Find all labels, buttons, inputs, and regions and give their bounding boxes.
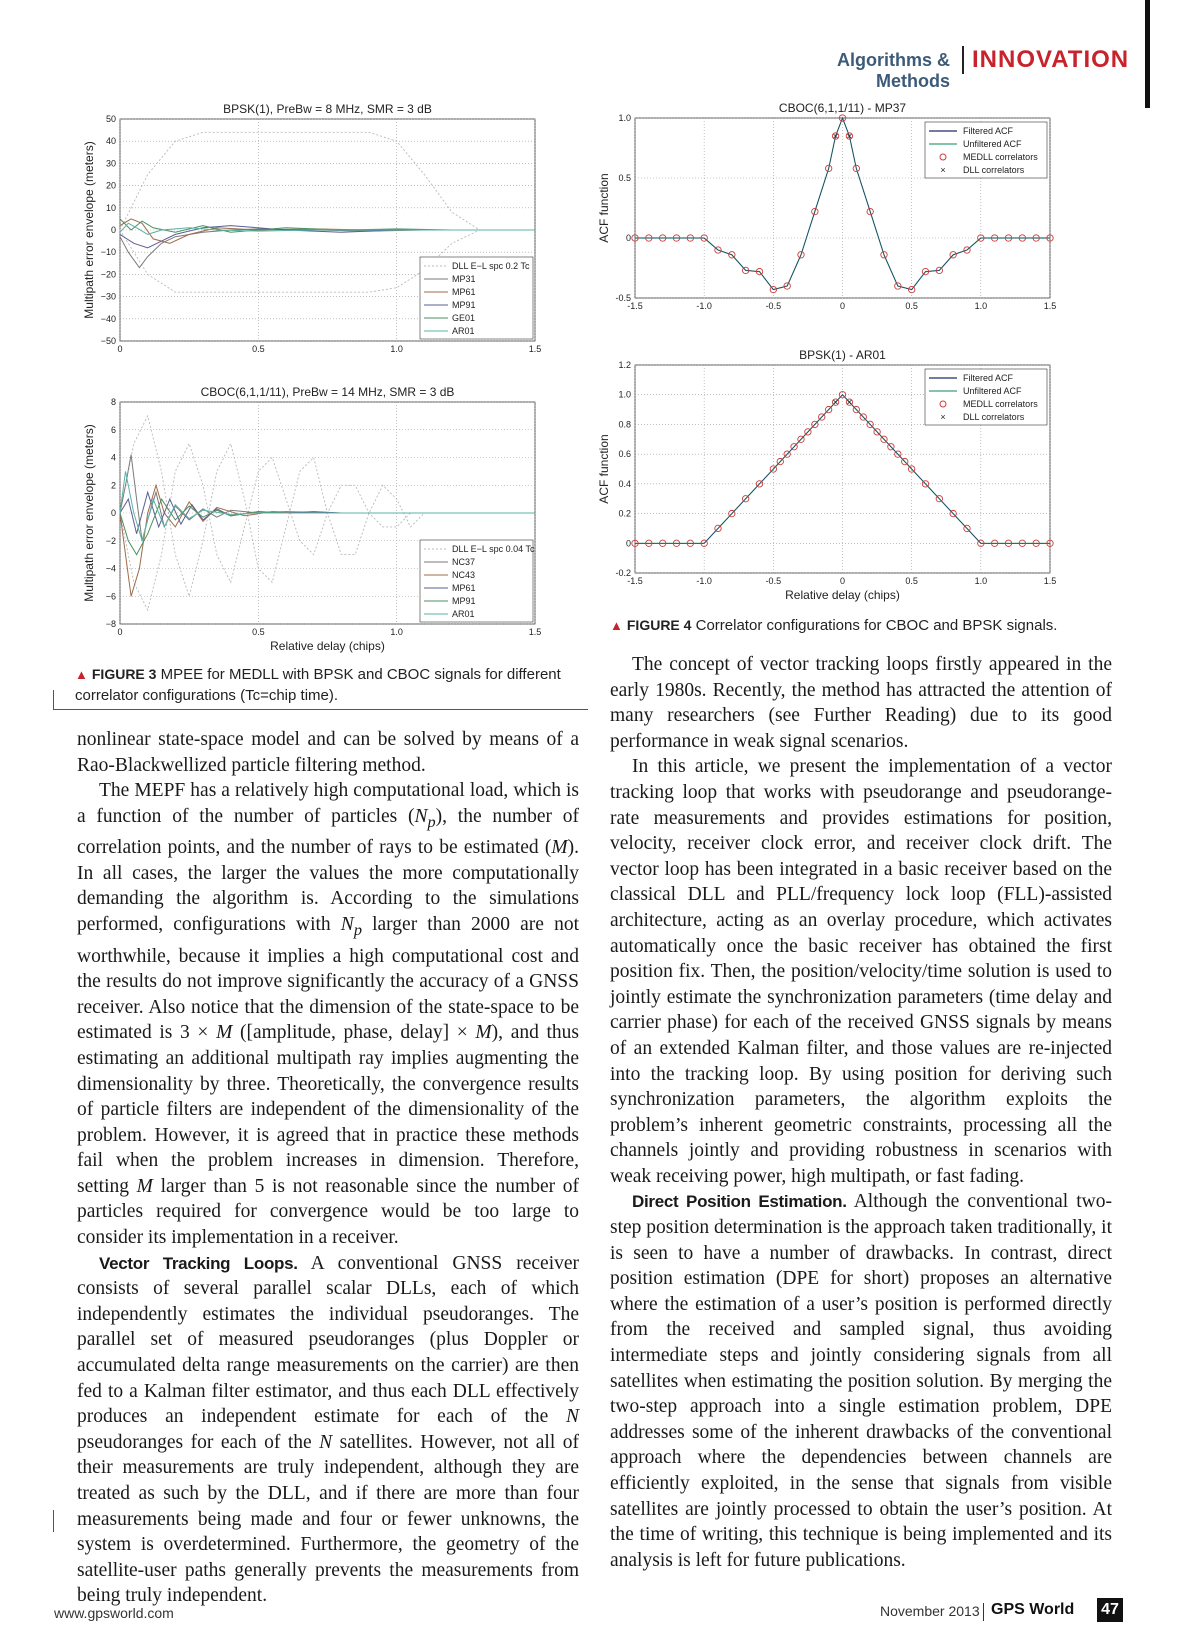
chart-title: BPSK(1) - AR01 bbox=[799, 348, 886, 362]
y-tick-label: 1.0 bbox=[618, 113, 631, 123]
x-tick-label: 0.5 bbox=[252, 627, 265, 637]
x-tick-label: 1.0 bbox=[390, 627, 403, 637]
right-paragraph-2: In this article, we present the implementation of a vector tracking loop that works with pseudorange and pseudorange-rate measurements and provides estimations for position, velocity, receiver clock error, and receiver clock drift. The vector loop has been integrated in a basic receiver based on the classical DLL and PLL/frequency lock loop (FLL)-assisted architecture, acting as an overlay procedure, which activates automatically once the basic receiver has obtained the first position fix. Then, the position/velocity/time solution is used to jointly estimate the synchronization parameters (time delay and carrier phase) for each of the received GNSS signals by means of an extended Kalman filter, and those values are re-injected into the tracking loop. By using position for deriving such synchronization parameters, the algorithm exploits the problem’s inherent geometric constraints, processing all the channels jointly and providing robustness in scenarios with weak receiving power, high multipath, or fast fading. bbox=[610, 756, 1112, 1187]
y-tick-label: −30 bbox=[100, 291, 116, 302]
y-tick-label: −6 bbox=[105, 591, 116, 602]
right-paragraph-3: Direct Position Estimation. Although the conventional two-step position determination is the approach taken traditionally, it is seen to have a number of drawbacks. In contrast, direct position estimation (DPE for short) proposes an alternative where the estimation of a user’s position is performed directly from the received and sampled signal, thus avoiding intermediate steps and jointly considering signals from all satellites when estimating the position solution. By merging the two-step approach into a single estimation problem, DPE addresses some of the inherent drawbacks of the conventional approach where the dependencies between channels are efficiently exploited, in the sense that signals from visible satellites are jointly processed to obtain the user’s position. At the time of writing, this technique is being implemented and its analysis is left for future publications. bbox=[610, 1191, 1112, 1571]
x-tick-label: 1.5 bbox=[1043, 301, 1057, 311]
legend-label: DLL E−L spc 0.04 Tc bbox=[452, 544, 535, 554]
caption-triangle-icon: ▲ bbox=[610, 618, 623, 633]
chart-title: CBOC(6,1,1/11), PreBw = 14 MHz, SMR = 3 dB bbox=[200, 385, 455, 399]
dll-correlator-point: × bbox=[832, 131, 839, 143]
legend-label: Filtered ACF bbox=[963, 373, 1014, 383]
y-tick-label: 8 bbox=[110, 397, 116, 407]
dll-correlator-point: × bbox=[832, 397, 839, 409]
column-rule bbox=[53, 690, 54, 710]
y-tick-label: 2 bbox=[110, 480, 116, 491]
x-tick-label: 0 bbox=[117, 344, 123, 354]
figure-3-top-chart bbox=[55, 95, 565, 365]
header-divider bbox=[962, 46, 964, 74]
y-tick-label: 0.4 bbox=[618, 478, 631, 489]
y-tick-label: 0 bbox=[110, 225, 116, 235]
footer-divider bbox=[983, 1603, 984, 1621]
page-number: 47 bbox=[1097, 1598, 1123, 1622]
left-paragraph-1: nonlinear state-space model and can be solved by means of a Rao-Blackwellized particle filtering method. bbox=[77, 729, 579, 776]
legend-label: NC37 bbox=[452, 557, 476, 567]
x-tick-label: -1.0 bbox=[696, 576, 712, 586]
legend-marker: × bbox=[940, 412, 946, 422]
y-tick-label: −10 bbox=[100, 247, 116, 258]
y-tick-label: 0 bbox=[625, 538, 631, 549]
y-tick-label: −50 bbox=[100, 336, 116, 346]
y-tick-label: −8 bbox=[105, 619, 116, 629]
section-category: Algorithms & Methods bbox=[836, 50, 950, 91]
x-tick-label: 1.5 bbox=[1043, 576, 1057, 586]
y-tick-label: 0.2 bbox=[618, 508, 631, 519]
y-tick-label: 0.6 bbox=[618, 449, 631, 460]
legend-label: MP61 bbox=[452, 583, 476, 593]
x-tick-label: 1.0 bbox=[390, 344, 403, 354]
x-tick-label: 0 bbox=[839, 576, 846, 586]
footer-magazine: GPS World bbox=[991, 1601, 1075, 1618]
left-paragraph-2: The MEPF has a relatively high computational load, which is a function of the number of particles $(N_p)$, the number of correlation points, and the number of rays to be estimated (M). In all cases, the larger the values the more computationally demanding the algorithm is. According to the simulations performed, configurations with $N_p$ larger than 2000 are not worthwhile, because it implies a high computational cost and the results do not improve significantly the accuracy of a GNSS receiver. Also notice that the dimension of the state-space to be estimated is 3 × M ([amplitude, phase, delay] × M), and thus estimating an additional multipath ray implies augmenting the dimensionality by three. Theoretically, the convergence results of particle filters are independent of the dimensionality of the problem. However, it is agreed that in practice these methods fail when the problem increases in dimension. Therefore, setting M larger than 5 is not reasonable since the number of particles required for convergence would be too large to consider its implementation in a receiver. bbox=[77, 780, 580, 1249]
legend-label: MP31 bbox=[452, 274, 476, 284]
y-tick-label: 0.5 bbox=[618, 173, 631, 183]
column-rule-bottom bbox=[53, 1510, 54, 1532]
legend-label: MP91 bbox=[452, 300, 476, 310]
legend-label: Unfiltered ACF bbox=[963, 139, 1022, 149]
x-tick-label: 1.0 bbox=[974, 301, 988, 311]
y-axis-label: Multipath error envelope (meters) bbox=[82, 141, 96, 319]
figure-3-bottom-chart bbox=[55, 378, 565, 653]
x-tick-label: -1.5 bbox=[627, 301, 643, 311]
x-tick-label: -1.5 bbox=[627, 576, 643, 586]
legend-label: Unfiltered ACF bbox=[963, 386, 1022, 396]
y-tick-label: 4 bbox=[110, 452, 116, 463]
legend-marker: × bbox=[940, 165, 946, 175]
section-brand: INNOVATION bbox=[972, 46, 1130, 73]
figure-3-label: FIGURE 3 bbox=[91, 666, 157, 682]
x-tick-label: 0.5 bbox=[905, 576, 918, 586]
legend-label: MEDLL correlators bbox=[963, 152, 1038, 162]
x-tick-label: -0.5 bbox=[765, 301, 782, 311]
legend-label: MP61 bbox=[452, 287, 476, 297]
figure-4-caption bbox=[610, 615, 1130, 636]
y-axis-label: ACF function bbox=[597, 434, 611, 504]
dll-correlator-point: × bbox=[846, 131, 853, 143]
y-axis-label: Multipath error envelope (meters) bbox=[82, 424, 96, 602]
y-tick-label: 50 bbox=[105, 114, 116, 124]
x-tick-label: 0 bbox=[839, 301, 846, 311]
subhead-direct-position: Direct Position Estimation. bbox=[632, 1192, 847, 1212]
legend-label: Filtered ACF bbox=[963, 126, 1014, 136]
figure-3-caption bbox=[75, 664, 575, 706]
figure-4-top-chart bbox=[590, 98, 1100, 323]
figure-rule bbox=[53, 709, 588, 710]
legend-label: DLL correlators bbox=[963, 412, 1025, 422]
dll-correlator-point: × bbox=[846, 397, 853, 409]
y-axis-label: ACF function bbox=[597, 173, 611, 243]
x-tick-label: -0.5 bbox=[765, 576, 782, 586]
x-axis-label: Relative delay (chips) bbox=[785, 588, 900, 602]
y-tick-label: 20 bbox=[105, 180, 116, 191]
figure-3-caption-text: MPEE for MEDLL with BPSK and CBOC signals for different correlator configurations (Tc=chip time). bbox=[75, 666, 561, 704]
x-tick-label: -1.0 bbox=[696, 301, 712, 311]
y-tick-label: −4 bbox=[105, 563, 116, 574]
x-tick-label: 1.5 bbox=[528, 627, 542, 637]
y-tick-label: -0.5 bbox=[615, 293, 631, 303]
y-tick-label: 0 bbox=[625, 233, 631, 243]
legend-label: MEDLL correlators bbox=[963, 399, 1038, 409]
legend-label: GE01 bbox=[452, 313, 476, 323]
legend-label: NC43 bbox=[452, 570, 476, 580]
legend-label: DLL E−L spc 0.2 Tc bbox=[452, 261, 530, 271]
right-column bbox=[610, 652, 1112, 1573]
caption-triangle-icon: ▲ bbox=[75, 667, 88, 682]
legend-label: AR01 bbox=[452, 609, 475, 619]
left-column bbox=[77, 727, 579, 1609]
x-tick-label: 0.5 bbox=[252, 344, 265, 354]
footer-date: November 2013 bbox=[880, 1603, 980, 1619]
legend-label: DLL correlators bbox=[963, 165, 1025, 175]
y-tick-label: −20 bbox=[100, 269, 116, 280]
y-tick-label: 6 bbox=[110, 424, 116, 435]
header-accent-bar bbox=[1145, 0, 1150, 108]
x-tick-label: 1.0 bbox=[974, 576, 988, 586]
subhead-vector-tracking: Vector Tracking Loops. bbox=[99, 1253, 298, 1273]
figure-4-label: FIGURE 4 bbox=[626, 617, 692, 633]
y-tick-label: -0.2 bbox=[615, 568, 631, 578]
legend-label: AR01 bbox=[452, 326, 475, 336]
y-tick-label: 40 bbox=[105, 136, 116, 147]
x-tick-label: 0 bbox=[117, 627, 123, 637]
chart-title: CBOC(6,1,1/11) - MP37 bbox=[778, 101, 907, 115]
x-tick-label: 0.5 bbox=[905, 301, 918, 311]
y-tick-label: 0 bbox=[110, 508, 116, 518]
y-tick-label: 1.2 bbox=[618, 360, 631, 370]
footer-url[interactable]: www.gpsworld.com bbox=[54, 1605, 174, 1621]
x-axis-label: Relative delay (chips) bbox=[270, 639, 385, 653]
x-tick-label: 1.5 bbox=[528, 344, 542, 354]
figure-4-caption-text: Correlator configurations for CBOC and BPSK signals. bbox=[695, 617, 1058, 634]
y-tick-label: 10 bbox=[105, 202, 116, 213]
left-paragraph-3: Vector Tracking Loops. A conventional GNSS receiver consists of several parallel scalar DLLs, each of which independently estimates the individual pseudoranges. The parallel set of measured pseudoranges (plus Doppler or accumulated delta range measurements on the carrier) are then fed to a Kalman filter estimator, and thus each DLL effectively produces an independent estimate for each of the N pseudoranges for each of the N satellites. However, not all of their measurements are truly independent, although they are treated as such by the DLL, and if there are more than four measurements being made and four or fewer unknowns, the system is overdetermined. Furthermore, the geometry of the satellite-user paths generally prevents the measurements from being truly independent. bbox=[77, 1252, 580, 1607]
right-paragraph-1: The concept of vector tracking loops firstly appeared in the early 1980s. Recently, the method has attracted the attention of many researchers (see Further Reading) due to its good performance in weak signal scenarios. bbox=[610, 654, 1112, 752]
chart-title: BPSK(1), PreBw = 8 MHz, SMR = 3 dB bbox=[223, 102, 432, 116]
y-tick-label: 1.0 bbox=[618, 389, 631, 400]
y-tick-label: −40 bbox=[100, 313, 116, 324]
legend-label: MP91 bbox=[452, 596, 476, 606]
y-tick-label: 0.8 bbox=[618, 419, 631, 430]
y-tick-label: 30 bbox=[105, 158, 116, 169]
figure-4-bottom-chart bbox=[590, 345, 1100, 607]
y-tick-label: −2 bbox=[105, 535, 116, 546]
